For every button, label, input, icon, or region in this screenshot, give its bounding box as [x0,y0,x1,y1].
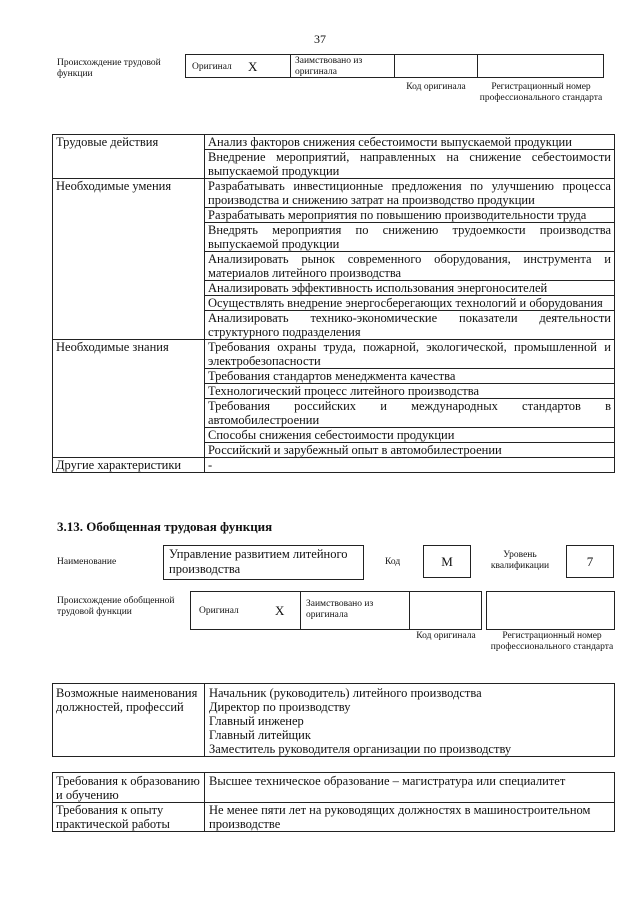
original2-mark: X [275,603,285,618]
knowledge-row: Требования стандартов менеджмента качества [205,369,615,384]
code-label: Код [385,557,401,567]
code2-original-cell [409,591,482,630]
level-label: Уровень квалификации [490,550,550,571]
knowledge-row: Требования охраны труда, пожарной, экологической, промышленной и электробезопасности [205,340,615,369]
level-value: 7 [566,545,614,578]
positions-label: Возможные наименования должностей, профессий [53,684,205,757]
knowledge-row: Технологический процесс литейного производства [205,384,615,399]
action-row: Анализ факторов снижения себестоимости выпускаемой продукции [205,135,615,150]
other-value: - [205,458,615,473]
skill-row: Анализировать эффективность использования энергоносителей [205,281,615,296]
other-label: Другие характеристики [53,458,205,473]
skill-row: Осуществлять внедрение энергосберегающих технологий и оборудования [205,296,615,311]
exp-value: Не менее пяти лет на руководящих должностях в машиностроительном производстве [205,803,615,832]
original2-label: Оригинал [199,606,239,616]
skill-row: Анализировать технико-экономические показатели деятельности структурного подразделения [205,311,615,340]
knowledge-row: Требования российских и международных стандартов в автомобилестроении [205,399,615,428]
original-label: Оригинал [192,62,232,72]
origin2-original-cell [190,591,301,630]
function-table [52,134,615,473]
edu-value: Высшее техническое образование – магистратура или специалитет [205,773,615,803]
reg-number-label: Регистрационный номер профессионального стандарта [479,82,603,103]
edu-label: Требования к образованию и обучению [53,773,205,803]
skill-row: Анализировать рынок современного оборудования, инструмента и материалов литейного производства [205,252,615,281]
origin2-label: Происхождение обобщенной трудовой функции [57,596,175,617]
requirements-table [52,772,615,832]
knowledge-row: Способы снижения себестоимости продукции [205,428,615,443]
reg2-number-cell [486,591,615,630]
section-heading: 3.13. Обобщенная трудовая функция [57,519,273,534]
code-original-label: Код оригинала [406,82,466,92]
position-item: Директор по производству [209,700,351,714]
skill-row: Внедрять мероприятия по снижению трудоемкости производства выпускаемой продукции [205,223,615,252]
positions-table [52,683,615,757]
borrowed-cell: Заимствовано из оригинала [290,54,395,78]
exp-label: Требования к опыту практической работы [53,803,205,832]
name-value: Управление развитием литейного производства [163,545,364,580]
positions-list [205,684,615,757]
origin-label: Происхождение трудовой функции [57,58,161,79]
name-label: Наименование [57,557,117,567]
actions-label: Трудовые действия [53,135,205,179]
origin-original-cell [185,54,291,78]
knowledge-label: Необходимые знания [53,340,205,458]
skill-row: Разрабатывать мероприятия по повышению производительности труда [205,208,615,223]
code2-original-label: Код оригинала [416,631,476,641]
original-mark: X [248,59,258,74]
page-number: 37 [314,32,326,46]
code-value: M [423,545,471,578]
position-item: Начальник (руководитель) литейного производства [209,686,482,700]
skills-label: Необходимые умения [53,179,205,340]
position-item: Главный литейщик [209,728,311,742]
reg2-number-label: Регистрационный номер профессионального стандарта [490,631,614,652]
borrowed2-cell: Заимствовано из оригинала [300,591,410,630]
position-item: Заместитель руководителя организации по производству [209,742,512,756]
action-row: Внедрение мероприятий, направленных на снижение себестоимости выпускаемой продукции [205,150,615,179]
code-original-cell [394,54,478,78]
knowledge-row: Российский и зарубежный опыт в автомобилестроении [205,443,615,458]
position-item: Главный инженер [209,714,304,728]
skill-row: Разрабатывать инвестиционные предложения по улучшению процесса производства и снижению затрат на производство продукции [205,179,615,208]
reg-number-cell [477,54,604,78]
